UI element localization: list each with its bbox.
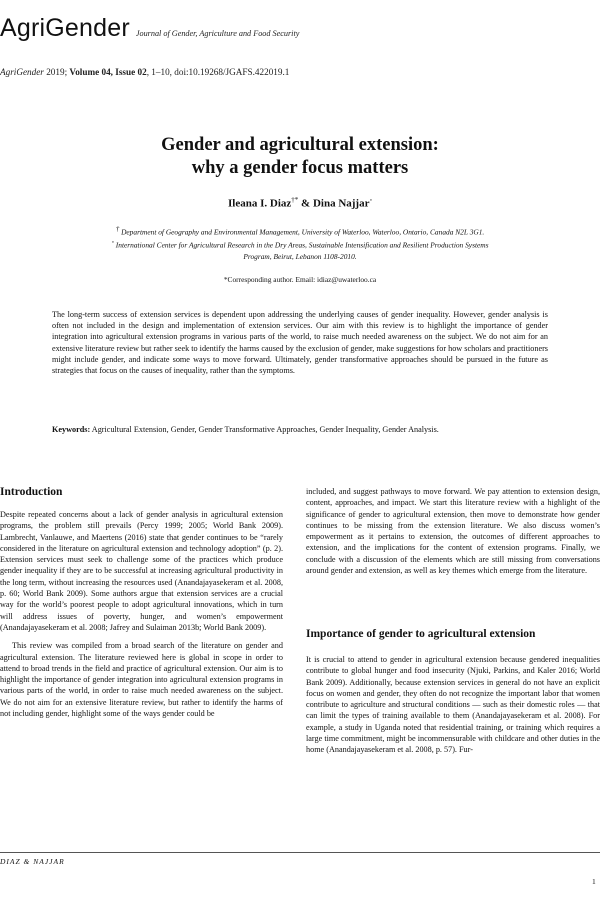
citation-year: 2019; (43, 67, 70, 77)
article-title (0, 134, 600, 180)
page-number: 1 (592, 877, 596, 886)
citation-line (0, 67, 289, 77)
citation-pages-doi: , 1–10, doi:10.19268/JGAFS.422019.1 (146, 67, 290, 77)
title-line-1: Gender and agricultural extension: (161, 135, 439, 155)
author-1-marks: †* (291, 196, 299, 204)
running-footer-authors: DIAZ & NAJJAR (0, 857, 65, 866)
journal-logo: AgriGender (0, 14, 130, 42)
right-column-bottom (306, 654, 600, 756)
intro-paragraph-1: Despite repeated concerns about a lack of gender analysis in agricultural extension programs, the problem still prevails (Percy 1999; 2005; World Bank 2009). Lambrecht, Vanlauwe, and Maertens (2016) state that gender continues to be “rarely considered in the literature on agricultural extension and technology adoption” (p. 2). Extension services must seek to challenge some of the practices which produce gender inequality if they are to be successful at increasing agricultural productivity in the long term, without increasing the resources used (Anandajayasekeram et al. 2008, p. 60; World Bank 2009). Some authors argue that extension services are a crucial way for the world’s poorest people to adopt agricultural innovations, which in turn will address issues of poverty, hunger, and women’s empowerment (Anandajayasekeram et al. 2008; Jafrey and Sulaiman 2013b; World Bank 2009). (0, 510, 283, 632)
keywords-list: Agricultural Extension, Gender, Gender Transformative Approaches, Gender Inequality, Gender Analysis. (90, 425, 439, 434)
affiliation-2-mark: ◦ (111, 238, 114, 247)
author-2-marks: ◦ (369, 196, 372, 204)
corresponding-author: *Corresponding author. Email: idiaz@uwaterloo.ca (223, 275, 377, 284)
keywords-label: Keywords: (52, 425, 91, 434)
author-separator: & (298, 197, 313, 210)
author-2: Dina Najjar (312, 197, 370, 210)
journal-masthead (0, 14, 299, 43)
affiliations (0, 224, 600, 262)
footer-divider (0, 852, 600, 853)
affiliation-2-text: International Center for Agricultural Research in the Dry Areas, Sustainable Intensification and Resilient Production Systems (113, 240, 489, 250)
intro-paragraph-2: This review was compiled from a broad search of the literature on gender and agricultural extension. The literature reviewed here is global in scope in order to attend to broad trends in the field and practice of agricultural extension. Our aim is to highlight the importance of gender integration into agricultural extension programs in various parts of the world, in order to raise much needed awareness on the subject. We do not aim for an extensive literature review, but rather to identify the harms of not including gender, highlight some of the ways gender could be (0, 641, 283, 719)
author-list (0, 196, 600, 210)
abstract: The long-term success of extension services is dependent upon addressing the underlying causes of gender inequality. However, gender analysis is often not included in the design and implementation of extension services. Our aim with this review is to highlight the importance of gender integration into agricultural extension programs in various parts of the world, to raise much needed awareness on the subject. We do not aim for an extensive literature review but rather seek to identify the harms caused by the exclusion of gender, make suggestions for how scholars and practitioners might include gender, and indicate some ways to move forward. Ultimately, gender transformative approaches should be pursued in the future as strategies that focus on the causes of inequality, rather than the symptoms. (52, 310, 548, 376)
importance-paragraph-1: It is crucial to attend to gender in agricultural extension because gendered inequalities contribute to global hunger and food insecurity (Njuki, Parkins, and Kaler 2016; World Bank 2009). Additionally, because extension services in general do not have an explicit focus on women and gender, they often do not recognize the important labor that women contribute to agriculture and structural conditions — such as their domestic roles — that can limit the types of training available to them (Anandajayasekeram et al. 2008). For example, a study in Uganda noted that residential training, or training which requires a large time commitment, might be incommensurable with childcare and other duties in the home (Anandajayasekeram et al. 2008, p. 57). Fur- (306, 655, 600, 755)
affiliation-1-mark: † (115, 225, 120, 233)
right-paragraph-1: included, and suggest pathways to move forward. We pay attention to extension design, content, approaches, and impact. We start this literature review with a highlight of the significance of gender to agricultural extension, then move to demonstrate how gender continues to be missing from the extension literature. We also discuss women’s empowerment as it pertains to extension, the outcomes of different approaches to extension, and the implications for the content of extension programs. Finally, we conclude with a discussion of the elements which are still missing from conversations around gender and extension, as well as key themes which emerge from the literature. (306, 487, 600, 576)
title-line-2: why a gender focus matters (191, 158, 409, 178)
intro-heading: Introduction (0, 486, 63, 498)
affiliation-1-text: Department of Geography and Environmental Management, University of Waterloo, Waterloo, Ontario, Canada N2L 3G1. (119, 227, 485, 237)
left-column (0, 509, 283, 719)
citation-volume: Volume 04, Issue 02 (69, 67, 147, 77)
journal-subtitle: Journal of Gender, Agriculture and Food Security (135, 29, 300, 38)
affiliation-2-continued: Program, Beirut, Lebanon 1108-2010. (243, 251, 357, 261)
importance-heading: Importance of gender to agricultural extension (306, 628, 536, 640)
citation-journal: AgriGender (0, 67, 44, 77)
keywords (52, 424, 548, 435)
right-column-top (306, 486, 600, 576)
affiliation-1 (0, 224, 600, 237)
author-1: Ileana I. Diaz (228, 197, 292, 210)
affiliation-2 (0, 237, 600, 250)
